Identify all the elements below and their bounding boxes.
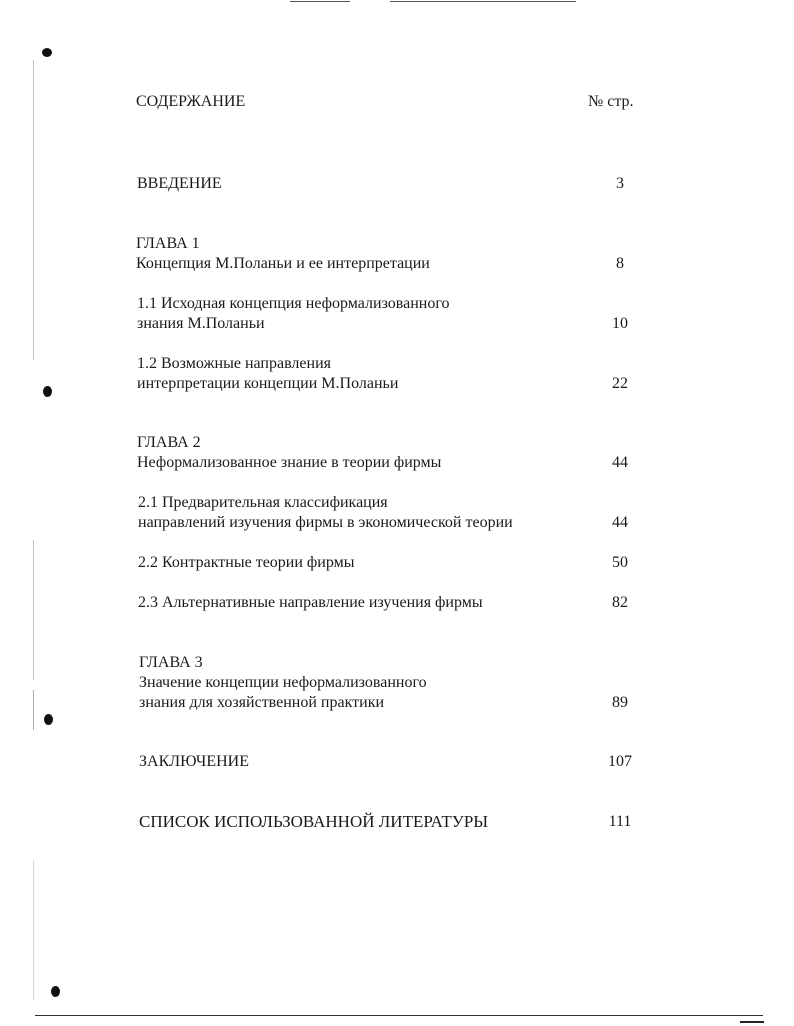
toc-entry-line: ГЛАВА 2 [137, 434, 201, 451]
toc-entry-line: 2.1 Предварительная классификация [138, 494, 388, 511]
toc-entry-line: Неформализованное знание в теории фирмы [137, 454, 442, 471]
toc-entry-line: Значение концепции неформализованного [139, 674, 427, 691]
toc-entry-line: направлений изучения фирмы в экономической теории [138, 514, 513, 531]
toc-entry-page: 50 [612, 554, 628, 571]
toc-entry-page: 111 [608, 813, 632, 830]
toc-entry-line: ВВЕДЕНИЕ [137, 175, 222, 192]
toc-entry-line: Концепция М.Поланьи и ее интерпретации [136, 255, 430, 272]
scan-bottom-edge-line [35, 1015, 763, 1016]
toc-entry-chapter-2 [137, 433, 441, 473]
toc-entry-page: 8 [616, 255, 624, 272]
toc-entry-section-2-3 [138, 593, 483, 613]
scan-margin-line [33, 860, 34, 1000]
toc-entry-page: 3 [616, 175, 624, 192]
toc-heading: СОДЕРЖАНИЕ [136, 93, 246, 110]
toc-entry-line: ГЛАВА 1 [136, 235, 200, 252]
toc-entry-page: 44 [612, 454, 628, 471]
toc-entry-line: 2.3 Альтернативные направление изучения фирмы [138, 594, 483, 611]
toc-entry-section-1-2 [137, 354, 398, 394]
toc-entry-page: 89 [612, 694, 628, 711]
toc-entry-line: ГЛАВА 3 [139, 654, 203, 671]
binder-hole-mark [44, 714, 53, 725]
toc-entry-chapter-3 [139, 653, 427, 713]
scan-margin-line [33, 540, 34, 680]
toc-entry-line: 1.2 Возможные направления [137, 355, 331, 372]
toc-entry-bibliography [139, 812, 488, 832]
scan-margin-line [33, 60, 34, 360]
toc-entry-chapter-1 [136, 234, 430, 274]
toc-entry-page: 44 [612, 514, 628, 531]
toc-entry-line: интерпретации концепции М.Поланьи [137, 375, 399, 392]
toc-entry-line: ЗАКЛЮЧЕНИЕ [139, 753, 249, 770]
toc-entry-line: СПИСОК ИСПОЛЬЗОВАННОЙ ЛИТЕРАТУРЫ [139, 812, 489, 831]
toc-entry-section-1-1 [137, 294, 450, 334]
toc-entry-page: 22 [612, 375, 628, 392]
page-number-column-header: № стр. [588, 93, 634, 110]
scan-top-edge-line [390, 1, 576, 2]
toc-entry-line: знания М.Поланьи [137, 315, 265, 332]
toc-entry-section-2-2 [138, 553, 354, 573]
binder-hole-mark [51, 986, 60, 997]
scan-margin-line [33, 690, 34, 730]
toc-entry-page: 10 [612, 315, 628, 332]
toc-entry-section-2-1 [138, 493, 513, 533]
toc-entry-page: 107 [608, 753, 632, 770]
scan-top-edge-line [290, 1, 350, 2]
toc-entry-line: знания для хозяйственной практики [139, 694, 385, 711]
toc-entry-line: 1.1 Исходная концепция неформализованного [137, 295, 450, 312]
toc-entry-page: 82 [612, 594, 628, 611]
toc-entry-line: 2.2 Контрактные теории фирмы [138, 554, 355, 571]
binder-hole-mark [42, 48, 52, 57]
binder-hole-mark [43, 386, 52, 397]
scan-bottom-edge-mark [740, 1021, 764, 1023]
toc-entry-introduction [137, 174, 222, 194]
toc-entry-conclusion [139, 752, 249, 772]
